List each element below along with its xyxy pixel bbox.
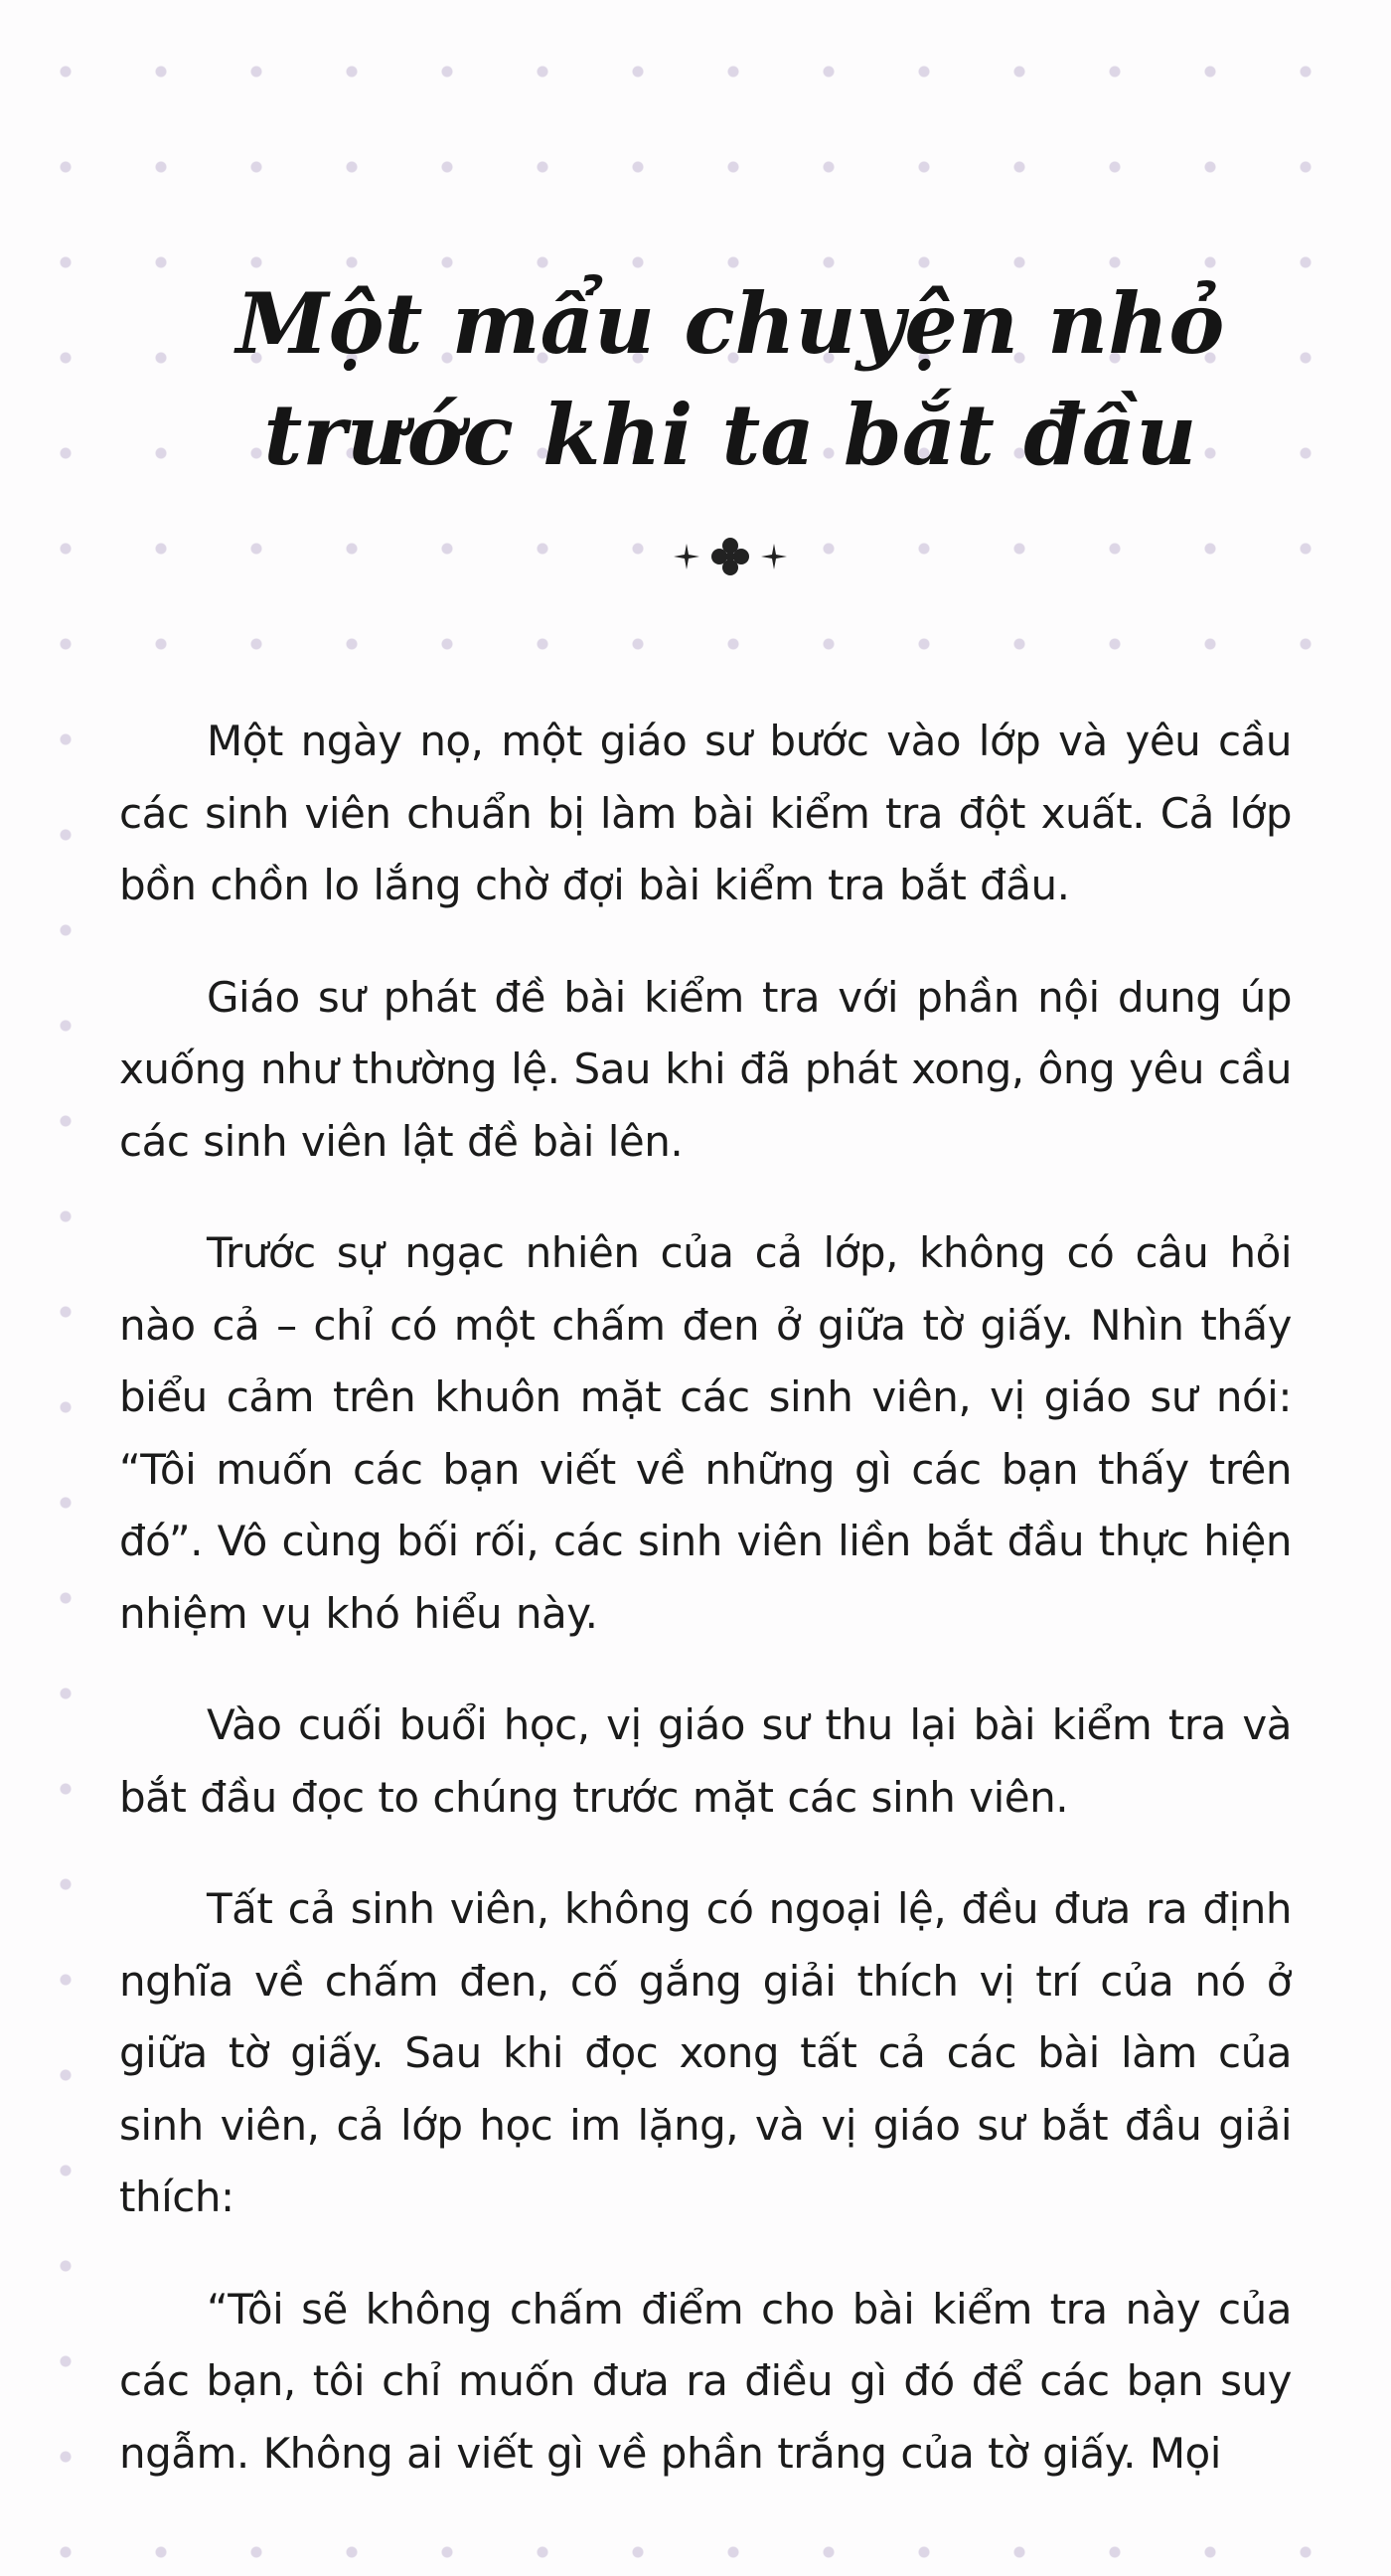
story-body: [119, 706, 1292, 2490]
chapter-title: [169, 268, 1292, 491]
paragraph: Trước sự ngạc nhiên của cả lớp, không có câu hỏi nào cả – chỉ có một chấm đen ở giữa tờ giấy. Nhìn thấy biểu cảm trên khuôn mặt các sinh viên, vị giáo sư nói: “Tôi muốn các bạn viết về những gì các bạn thấy trên đó”. Vô cùng bối rối, các sinh viên liền bắt đầu thực hiện nhiệm vụ khó hiểu này.: [119, 1228, 1292, 1638]
paragraph: Vào cuối buổi học, vị giáo sư thu lại bài kiểm tra và bắt đầu đọc to chúng trước mặt các sinh viên.: [119, 1700, 1292, 1822]
chapter-title-line-2: trước khi ta bắt đầu: [263, 386, 1197, 484]
book-page: [119, 268, 1292, 2576]
paragraph: Một ngày nọ, một giáo sư bước vào lớp và yêu cầu các sinh viên chuẩn bị làm bài kiểm tra đột xuất. Cả lớp bồn chồn lo lắng chờ đợi bài kiểm tra bắt đầu.: [119, 717, 1292, 909]
fleuron-cross-ornament-icon: [169, 537, 1292, 576]
paragraph: Giáo sư phát đề bài kiểm tra với phần nội dung úp xuống như thường lệ. Sau khi đã phát xong, ông yêu cầu các sinh viên lật đề bài lên.: [119, 972, 1292, 1166]
paragraph: “Tôi sẽ không chấm điểm cho bài kiểm tra này của các bạn, tôi chỉ muốn đưa ra điều gì đó để các bạn suy ngẫm. Không ai viết gì về phần trắng của tờ giấy. Mọi: [119, 2284, 1292, 2478]
chapter-title-line-1: Một mẩu chuyện nhỏ: [235, 274, 1225, 373]
paragraph: Tất cả sinh viên, không có ngoại lệ, đều đưa ra định nghĩa về chấm đen, cố gắng giải thích vị trí của nó ở giữa tờ giấy. Sau khi đọc xong tất cả các bài làm của sinh viên, cả lớp học im lặng, và vị giáo sư bắt đầu giải thích:: [119, 1884, 1292, 2221]
